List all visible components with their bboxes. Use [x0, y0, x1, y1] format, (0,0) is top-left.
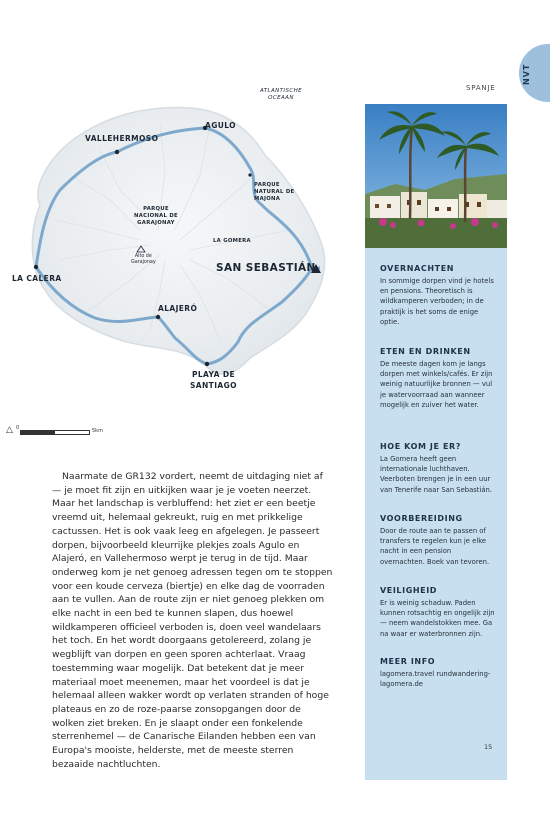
section-text: lagomera.travel rundwandering-lagomera.de — [380, 670, 491, 689]
page-number: 15 — [484, 743, 493, 751]
section-title: MEER INFO — [380, 657, 436, 666]
section-text: Door de route aan te passen of transfers te regelen kun je elke nacht in een pension overnachten. Boek van tevoren. — [380, 527, 490, 566]
island-land — [32, 107, 324, 373]
island-map — [0, 80, 350, 410]
region-label: LA GOMERA — [213, 238, 251, 244]
village-photo — [365, 104, 507, 248]
section-title: HOE KOM JE ER? — [380, 442, 462, 451]
town-agulo: AGULO — [205, 121, 236, 130]
section-text: De meeste dagen kom je langs dorpen met winkels/cafés. Er zijn weinig natuurlijke bronnen — vul je watervoorraad aan wanneer mogelijk en zuiver het water. — [380, 360, 493, 409]
town-dot-la-calera — [34, 265, 38, 269]
country-label: SPANJE — [466, 84, 496, 92]
town-san-sebastian: SAN SEBASTIÁN — [216, 262, 316, 274]
park-majona-label: PARQUE NATURAL DE MAJONA — [254, 182, 295, 202]
section-title: ETEN EN DRINKEN — [380, 347, 471, 356]
town-dot-majona — [248, 173, 251, 176]
town-dot-playa — [205, 362, 209, 366]
ocean-label: ATLANTISCHE OCEAAN — [260, 88, 302, 101]
scale-start: 0 — [16, 425, 20, 431]
section-overnachten — [380, 264, 498, 327]
section-text: In sommige dorpen vind je hotels en pensions. Theoretisch is wildkamperen verboden; in de praktijk is het soms de enige optie. — [380, 277, 494, 326]
section-voorbereiding — [380, 514, 498, 567]
town-vallehermoso: VALLEHERMOSO — [85, 134, 159, 143]
town-la-calera: LA CALERA — [12, 274, 62, 283]
section-title: VOORBEREIDING — [380, 514, 463, 523]
scale-bar — [20, 430, 90, 435]
section-text: La Gomera heeft geen internationale luchthaven. Veerboten brengen je in een uur van Tenerife naar San Sebastián. — [380, 455, 492, 494]
section-tab-label: NVT — [522, 63, 531, 85]
section-hoe-kom-je-er — [380, 442, 498, 495]
scale-end: 5km — [92, 428, 103, 434]
section-meer-info — [380, 657, 498, 689]
park-garajonay-label: PARQUE NACIONAL DE GARAJONAY — [134, 206, 178, 226]
town-dot-vallehermoso — [115, 150, 119, 154]
section-title: OVERNACHTEN — [380, 264, 455, 273]
section-title: VEILIGHEID — [380, 586, 438, 595]
town-playa-de-santiago: PLAYA DE SANTIAGO — [190, 370, 237, 390]
section-text: Er is weinig schaduw. Paden kunnen rotsachtig en ongelijk zijn — neem wandelstokken mee. Ga na waar er waterbronnen zijn. — [380, 599, 495, 638]
north-arrow-icon: △ — [6, 425, 13, 435]
town-alajero: ALAJERÓ — [158, 304, 198, 313]
article-body: Naarmate de GR132 vordert, neemt de uitdaging niet af — je moet fit zijn en uitkijken waar je je voeten neerzet. Maar het landschap is verbluffend: het ziet er een beetje vreemd uit, helemaal gekreukt, ruig en met prikkelige cactussen. Het is ook vaak leeg en afgelegen. Je passeert dorpen, bijvoorbeeld kleurrijke plekjes zoals Agulo en Alajeró, en Vallehermoso werpt je terug in de tijd. Maar onderweg kom je net genoeg adressen tegen om te stoppen voor een koude cerveza (biertje) en elke dag de voorraden aan te vullen. Aan de route zijn er niet genoeg plekken om elke nacht in een bed te kunnen slapen, dus hoewel wildkamperen officieel verboden is, doen veel wandelaars het toch. En het wordt doorgaans getolereerd, zolang je wegblijft van dorpen en geen sporen achterlaat. Vraag toestemming waar mogelijk. Dat betekent dat je meer materiaal moet meenemen, maar het voordeel is dat je helemaal alleen wakker wordt op verlaten stranden of hoge plateaus en zo de roze-paarse zonsopgangen door de wolken ziet breken. En je slaapt onder een fonkelende sterrenhemel — de Canarische Eilanden hebben een van Europa's mooiste, helderste, met de meeste sterren bezaaide nachtluchten. — [52, 471, 333, 770]
section-veiligheid — [380, 586, 498, 639]
town-dot-alajero — [156, 315, 160, 319]
peak-label: Alto de Garajonay — [131, 254, 156, 265]
section-eten-en-drinken — [380, 347, 498, 410]
